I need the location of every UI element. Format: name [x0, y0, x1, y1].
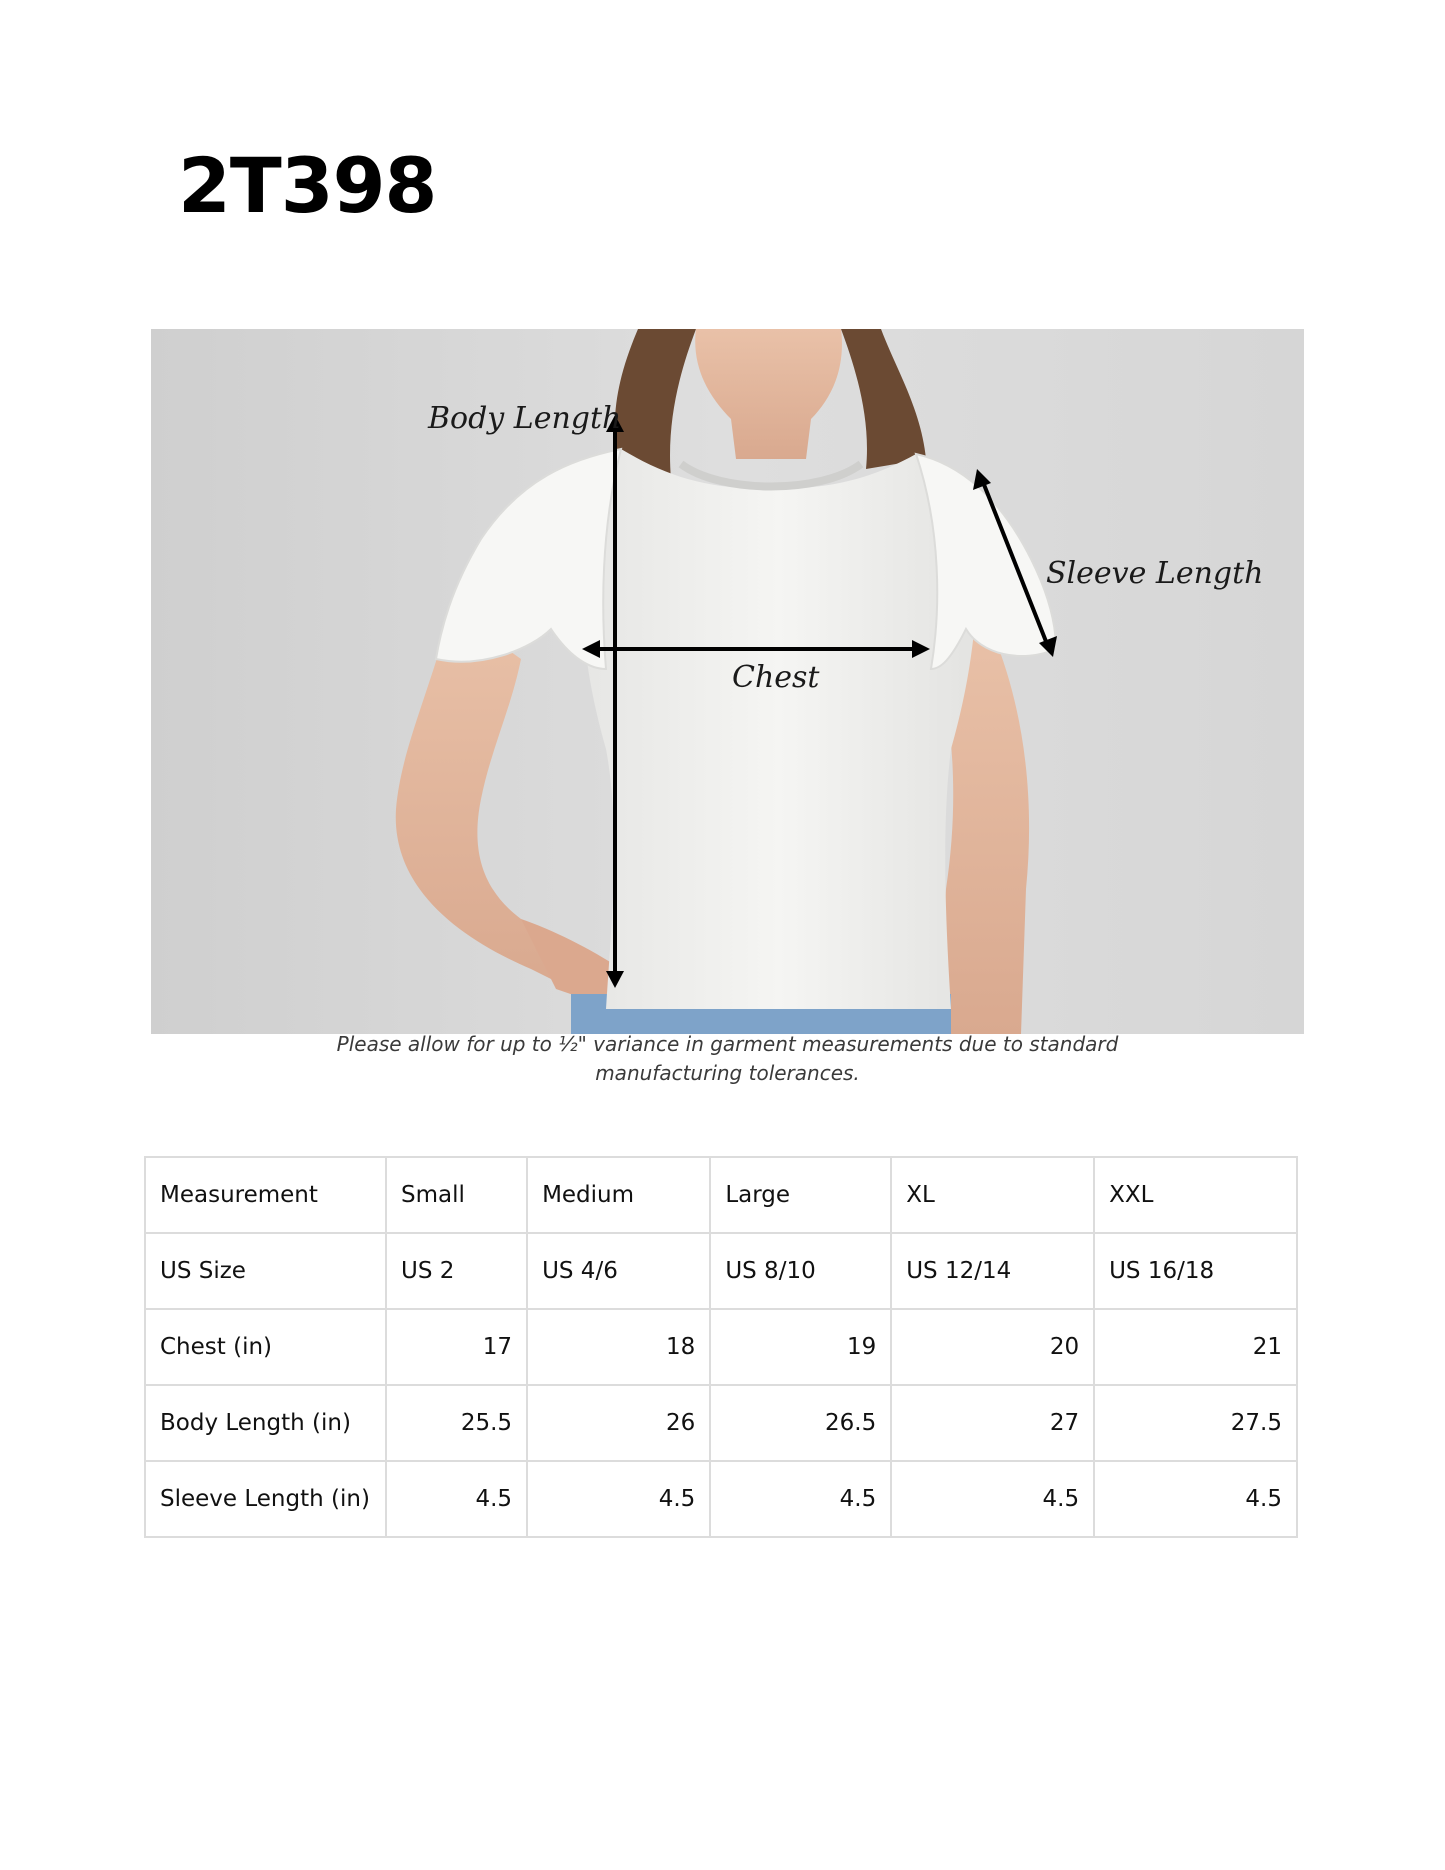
table-cell: US 12/14 — [891, 1233, 1094, 1309]
table-cell: 4.5 — [527, 1461, 710, 1537]
row-label-us-size: US Size — [145, 1233, 386, 1309]
measurement-disclaimer — [151, 1030, 1304, 1088]
table-row — [145, 1461, 1297, 1537]
table-cell: 4.5 — [386, 1461, 527, 1537]
disclaimer-line-1: Please allow for up to ½" variance in garment measurements due to standard — [336, 1032, 1119, 1056]
measurement-diagram-photo — [151, 329, 1304, 1034]
disclaimer-line-2: manufacturing tolerances. — [595, 1061, 860, 1085]
table-header-cell: XXL — [1094, 1157, 1297, 1233]
table-cell: 26 — [527, 1385, 710, 1461]
row-label-chest: Chest (in) — [145, 1309, 386, 1385]
shirt-body — [582, 449, 978, 1009]
table-header-cell: Medium — [527, 1157, 710, 1233]
table-header-cell: Large — [710, 1157, 891, 1233]
table-header-row — [145, 1157, 1297, 1233]
table-cell: US 8/10 — [710, 1233, 891, 1309]
product-code-title: 2T398 — [178, 141, 437, 230]
size-chart-table — [144, 1156, 1298, 1538]
table-cell: 21 — [1094, 1309, 1297, 1385]
table-header-cell: Small — [386, 1157, 527, 1233]
table-row — [145, 1309, 1297, 1385]
table-cell: US 4/6 — [527, 1233, 710, 1309]
sleeve-length-label: Sleeve Length — [1046, 556, 1264, 591]
table-cell: 4.5 — [891, 1461, 1094, 1537]
table-cell: 18 — [527, 1309, 710, 1385]
body-length-label: Body Length — [428, 401, 622, 436]
table-cell: 27.5 — [1094, 1385, 1297, 1461]
row-label-body-length: Body Length (in) — [145, 1385, 386, 1461]
table-cell: 20 — [891, 1309, 1094, 1385]
table-header-cell: XL — [891, 1157, 1094, 1233]
table-cell: 4.5 — [1094, 1461, 1297, 1537]
table-row — [145, 1233, 1297, 1309]
table-cell: 17 — [386, 1309, 527, 1385]
table-cell: 19 — [710, 1309, 891, 1385]
row-label-sleeve-length: Sleeve Length (in) — [145, 1461, 386, 1537]
model-shirt-illustration — [151, 329, 1304, 1034]
table-cell: 25.5 — [386, 1385, 527, 1461]
table-cell: 4.5 — [710, 1461, 891, 1537]
table-cell: 26.5 — [710, 1385, 891, 1461]
table-row — [145, 1385, 1297, 1461]
table-header-cell: Measurement — [145, 1157, 386, 1233]
table-cell: US 2 — [386, 1233, 527, 1309]
chest-label: Chest — [732, 660, 820, 695]
table-cell: US 16/18 — [1094, 1233, 1297, 1309]
table-cell: 27 — [891, 1385, 1094, 1461]
